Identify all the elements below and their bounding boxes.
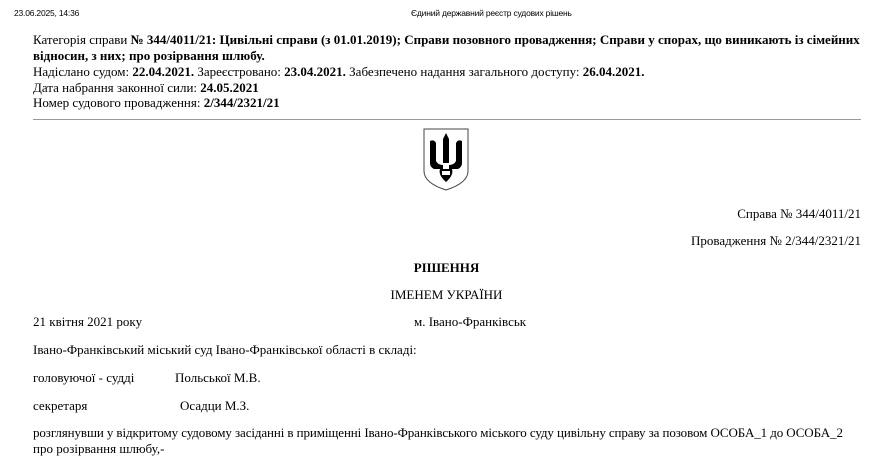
category-label: Категорія справи	[33, 32, 131, 47]
document-subtitle: ІМЕНЕМ УКРАЇНИ	[390, 287, 503, 302]
document-title: РІШЕННЯ	[413, 260, 480, 275]
decision-city: м. Івано-Франківськ	[414, 314, 527, 329]
court-composition: Івано-Франківський міський суд Івано-Франківської області в складі:	[33, 342, 417, 357]
effective-label: Дата набрання законної сили:	[33, 80, 201, 95]
body-text-cont: про розірвання шлюбу,-	[33, 441, 165, 456]
proceeding-line	[33, 95, 280, 111]
decision-date: 21 квітня 2021 року	[33, 314, 143, 329]
judge-name: Польської М.В.	[175, 370, 261, 385]
registered-label: Зареєстровано:	[194, 64, 285, 79]
secretary-label: секретаря	[33, 398, 88, 413]
judge-label: головуючої - судді	[33, 370, 135, 385]
proceeding-value: 2/344/2321/21	[203, 95, 280, 110]
category-line-2	[33, 48, 265, 64]
print-datetime: 23.06.2025, 14:36	[14, 8, 80, 18]
proceeding-label: Номер судового провадження:	[33, 95, 204, 110]
coat-of-arms-icon	[422, 127, 470, 191]
sent-label: Надіслано судом:	[33, 64, 133, 79]
category-value-cont: відносин, з них; про розірвання шлюбу.	[33, 48, 265, 63]
access-value: 26.04.2021.	[582, 64, 645, 79]
category-line	[33, 32, 860, 48]
effective-line	[33, 80, 259, 96]
site-title: Єдиний державний реєстр судових рішень	[411, 8, 572, 18]
case-number: Справа № 344/4011/21	[737, 206, 861, 221]
category-value: № 344/4011/21: Цивільні справи (з 01.01.2019); Справи позовного провадження; Справи у спорах, що виникають із сімейних	[130, 32, 860, 47]
access-label: Забезпечено надання загального доступу:	[345, 64, 583, 79]
proceeding-number: Провадження № 2/344/2321/21	[691, 233, 861, 248]
effective-value: 24.05.2021	[200, 80, 259, 95]
dates-line	[33, 64, 645, 80]
secretary-name: Осадци М.З.	[180, 398, 250, 413]
registered-value: 23.04.2021.	[284, 64, 346, 79]
body-text: розглянувши у відкритому судовому засіданні в приміщенні Івано-Франківського міського суду цивільну справу за позовом ОСОБА_1 до ОСОБА_2	[33, 425, 843, 440]
divider	[33, 119, 861, 120]
sent-value: 22.04.2021.	[132, 64, 195, 79]
